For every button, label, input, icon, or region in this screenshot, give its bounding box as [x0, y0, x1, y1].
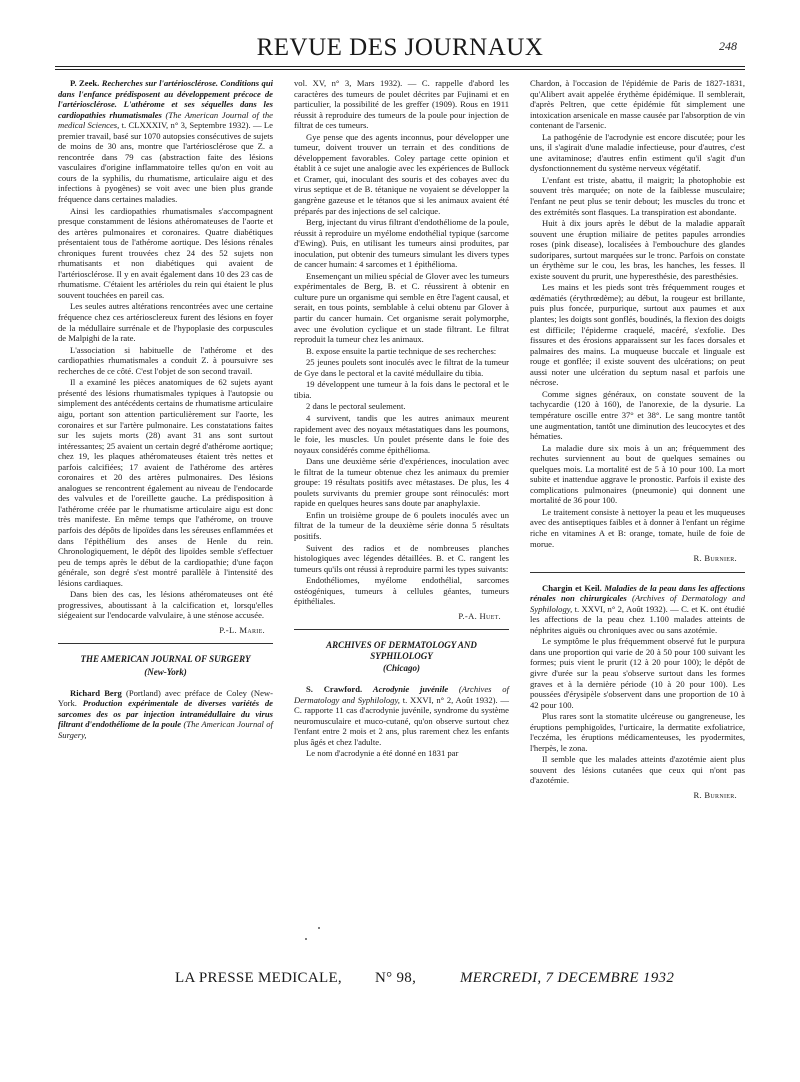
signature: R. Burnier. [693, 790, 737, 800]
paragraph: Il a examiné les pièces anatomiques de 62 sujets ayant présenté des lésions rhumatismales typiques à l'autopsie ou simplement des antécédents certains de rhumatisme articulaire aigu, portant son attention particulièrement sur l'aorte, les coronaires et sur l'artère pulmonaire. Les constatations faites sur les sujets morts (28) avant 31 ans sont surtout intéressantes; 25 avaient un certain degré d'athérome aortique; chez 19, les plaques athéromateuses étaient très nettes et parfois calcifiées; 17 avaient de l'athérome des artères coronaires et 20 des artères pulmonaires. Des lésions analogues se rencontrent également au niveau de l'endocarde des valvules et de l'oreillette gauche. La prédisposition à l'athérome créée par le rhumatisme articulaire aigu est donc très manifeste. En même temps que l'athérome, on trouve parfois des dépôts de lipoïdes dans les séreuses enflammées et dans l'épithélium des anses de Henle du rein. Chronologiquement, le dépôt des lipoïdes semble s'effectuer peu de temps après le début de la cardiopathie; d'une façon générale, son degré s'est montré parallèle à l'intensité des lésions cardiaques. [58, 377, 273, 588]
paragraph: Huit à dix jours après le début de la maladie apparaît souvent une éruption miliaire de petites papules arrondies roses (pink disease), localisées à l'embouchure des glandes sudoripares, surtout marquées sur le tronc. Parfois on constate un érythème sur le cou, les bras, les hanches, les fesses. Il existe souvent du prurit, une hyperesthésie, des paresthésies. [530, 218, 745, 281]
paragraph: Enfin un troisième groupe de 6 poulets inoculés avec un filtrat de la tumeur de la deuxième série donna 5 résultats positifs. [294, 509, 509, 541]
paragraph: vol. XV, n° 3, Mars 1932). — C. rappelle d'abord les caractères des tumeurs de poulet décrites par Fujinami et en particulier, la possibilité de les greffer (1909). Rous en 1911 réussit à reproduire des tumeurs de la poule pour injection de filtrat de ces tumeurs. [294, 78, 509, 131]
abstract-zeek [58, 78, 273, 205]
paragraph: L'enfant est triste, abattu, il maigrit; la photophobie est souvent très marquée; on note de la faiblesse musculaire; l'enfant ne peut plus se tenir debout; les muscles du tronc et des extrémités sont flasques. La transpiration est abondante. [530, 174, 745, 217]
page-header [55, 34, 745, 66]
paragraph: Les mains et les pieds sont très fréquemment rouges et œdématiés (érythrœdème); au début, la rougeur est brillante, puis plus foncée, purpurique, surtout aux paumes et aux plantes; les doigts sont gonflés, boudinés, la flexion des doigts est difficile; l'épiderme craquelé, macéré, s'exfolie. Des fissures et des érosions apparaissent sur les faces dorsales et palmaires des mains. La muqueuse buccale et linguale est rouge et gonflée; il existe souvent des ulcérations; on peut aussi noter une ulcération du septum nasal et parfois une nécrose. [530, 282, 745, 388]
separator [530, 572, 745, 573]
paragraph: L'association si habituelle de l'athérome et des cardiopathies rhumatismales a conduit Z. à poursuivre ses recherches de ce côté. C'est l'objet de son second travail. [58, 344, 273, 376]
author: Richard Berg [70, 687, 122, 698]
source: (Archives of Dermatology and Syphilology, [294, 683, 509, 705]
paragraph: Dans une deuxième série d'expériences, inoculation avec le filtrat de la tumeur obtenue chez les animaux du premier groupe: 19 résultats positifs avec métastases. De plus, les 4 poulets survivants du premier groupe sont réinoculés: mort rapide en quelques heures sans doute par anaphylaxie. [294, 456, 509, 509]
journal-heading: ARCHIVES OF DERMATOLOGY AND SYPHILOLOGY [326, 640, 477, 661]
scan-speck [305, 938, 307, 940]
running-title: REVUE DES JOURNAUX [256, 34, 544, 61]
paragraph: Berg, injectant du virus filtrant d'endothéliome de la poule, réussit à reproduire un myélome endothélial typique (sarcome d'Ewing). Puis, en utilisant les tumeurs ainsi produites, par inoculation, put obtenir des tumeurs simulant les divers types de cancer humain: 4 sarcomes et 1 épithélioma. [294, 217, 509, 270]
header-rule-thin [55, 69, 745, 70]
separator [294, 629, 509, 630]
paragraph: Plus rares sont la stomatite ulcéreuse ou gangreneuse, les éruptions pemphigoïdes, l'urticaire, la dermatite exfoliatrice, l'eczéma, les éruptions médicamenteuses, les pyodermites, l'herpès, le zona. [530, 711, 745, 753]
abstract-crawford [294, 684, 509, 747]
signature: R. Burnier. [693, 553, 737, 564]
article-title: Recherches sur l'artériosclérose. Conditions qui dans l'enfance prédisposent au développement précoce de l'artériosclérose. L'athérome et ses séquelles dans les cardiopathies rhumatismales [58, 78, 273, 120]
signature: P.-L. Marie. [219, 624, 265, 635]
page-number: 248 [719, 39, 737, 53]
journal-city: (New-York) [144, 666, 187, 677]
paragraph: La maladie dure six mois à un an; fréquemment des rechutes surviennent au bout de quelques semaines ou quelques mois. La mortalité est de 5 à 10 pour 100. La mort subite et inattendue aggrave le pronostic. Parfois il existe des complications pulmonaires (pneumonie) qui donnent une mortalité de 36 pour 100. [530, 442, 745, 506]
page-footer [55, 970, 745, 992]
source: (The American Journal of Surgery, [58, 719, 273, 740]
paragraph: Gye pense que des agents inconnus, pour développer une tumeur, doivent trouver un terrain et des conditions de développement favorables. Coley partage cette opinion et établit à ce sujet une analogie avec les expériences de Bullock et Cramer, qui, inoculant des souris et des cobayes avec du virus septique et de B. tétanique ne voyaient se développer la gangrène gazeuse et le tétanos que si les animaux avaient été préparés par des injections de sel calcique. [294, 131, 509, 216]
paragraph: Comme signes généraux, on constate souvent de la tachycardie (120 à 160), de l'anorexie, de la dysurie. La température oscille entre 37° et 38°. Le sang montre tantôt une augmentation, tantôt une diminution des leucocytes et des hématies. [530, 388, 745, 442]
abstract-lead: (Portland) avec préface de Coley (New-York. [58, 687, 273, 709]
paragraph: Suivent des radios et de nombreuses planches histologiques avec légendes détaillées. B. et C. rangent les tumeurs qu'ils ont réussi à reproduire parmi les types suivants: [294, 542, 509, 574]
paragraph: La pathogénie de l'acrodynie est encore discutée; pour les uns, il s'agirait d'une maladie infectieuse, pour d'autres, c'est une avitaminose; d'autres enfin estiment qu'il s'agit d'un dysfonctionnement du système nerveux végétatif. [530, 131, 745, 174]
paragraph: Le traitement consiste à nettoyer la peau et les muqueuses avec des antiseptiques faibles et à donner à l'enfant un régime riche en vitamines A et B: orange, tomate, huile de foie de morue. [530, 506, 745, 549]
paragraph: Dans bien des cas, les lésions athéromateuses ont été progressives, aboutissant à la calcification et, lorsqu'elles siégeaient sur l'endocarde valvulaire, à une sténose accusée. [58, 589, 273, 621]
paragraph: Le nom d'acrodynie a été donné en 1831 par [306, 748, 459, 759]
paragraph: 19 développent une tumeur à la fois dans le pectoral et le tibia. [294, 379, 509, 400]
paragraph: Endothéliomes, myélome endothélial, sarcomes ostéogéniques, tumeurs à cellules géantes, tumeurs épithéliales. [294, 575, 509, 607]
journal-city: (Chicago) [383, 663, 420, 674]
paragraph: 25 jeunes poulets sont inoculés avec le filtrat de la tumeur de Gye dans le pectoral et la cavité médullaire du tibia. [294, 357, 509, 378]
footer-date: MERCREDI, 7 DECEMBRE 1932 [460, 970, 675, 986]
paragraph: Les seules autres altérations rencontrées avec une certaine fréquence chez ces artériosclereux furent des lésions en foyer de la médullaire surrénale et de l'hypoplasie des corpuscules de Malpighi de la rate. [58, 301, 273, 344]
paragraph: Il semble que les malades atteints d'azotémie aient plus souvent des lésions cutanées que ceux qui n'ont pas d'azotémie. [530, 754, 745, 786]
footer-journal: LA PRESSE MEDICALE, [175, 970, 342, 986]
abstract-text: t. XXVI, n° 2, Août 1932). — C. et K. ont étudié les affections de la peau chez 1.100 malades atteints de néphrites aiguës ou chroniques avec ou sans azotémie. [530, 603, 745, 635]
column-1 [58, 78, 273, 741]
author: P. Zeek. [70, 78, 100, 88]
footer-issue: N° 98, [375, 970, 417, 986]
paragraph: Le symptôme le plus fréquemment observé fut le purpura dans une proportion qui varie de 20 à 50 pour 100 suivant les formes; puis vient le prurit (12 à 20 pour 100); le dépôt de givre d'urée sur la peau s'observe surtout dans les formes graves et à la dernière période (10 à 20 pour 100). Les poussées d'érysipèle s'observent dans une proportion de 10 à 42 pour 100. [530, 636, 745, 710]
abstract-berg [58, 688, 273, 741]
header-rule [55, 66, 745, 67]
source: (The American Journal of the medical Sciences, [58, 109, 273, 131]
article-title: Production expérimentale de diverses variétés de sarcomes des os par injection intramédullaire du virus filtrant d'endothéliome de la poule [58, 698, 273, 730]
separator [58, 643, 273, 644]
article-title: Acrodynie juvénile [372, 683, 449, 694]
column-2 [294, 78, 509, 760]
paragraph: B. expose ensuite la partie technique de ses recherches: [306, 345, 497, 356]
author: Chargin et Keil. [542, 582, 602, 593]
column-3 [530, 78, 745, 807]
abstract-text: t. CLXXXIV, n° 3, Septembre 1932). — Le premier travail, basé sur 1070 autopsies consécutives de sujets de moins de 30 ans, montre que l'artériosclérose que Z. a rencontrée dans 79 cas (abstraction faite des lésions vasculaires d'origine inflammatoire telles qu'on en voit au cours de la syphilis, du rhumatisme, articulaire aigu et des infections à pyogènes) se voit avec une bien plus grande fréquence dans certaines maladies. [58, 120, 273, 205]
abstract-chargin-keil [530, 583, 745, 636]
source: (Archives of Dermatology and Syphilology, [530, 593, 745, 614]
paragraph: 4 survivent, tandis que les autres animaux meurent rapidement avec des noyaux métastatiques dans les poumons, le foie, les muscles. Un poulet présente dans le foie des noyaux considérés comme épithélioma. [294, 412, 509, 455]
paragraph: Chardon, à l'occasion de l'épidémie de Paris de 1827-1831, qu'Alibert avait appelée érythème épidémique. Il semblerait, d'après Peltren, que cette épidémie fût simplement une intoxication arsenicale en masse causée par l'absorption de vin contenant de l'arsenic. [530, 78, 745, 131]
paragraph: Ainsi les cardiopathies rhumatismales s'accompagnent presque constamment de lésions athéromateuses de l'aorte et des artères pulmonaires et coronaires. Quatre diabétiques présentaient tous de l'athérome aortique. Des lésions rénales chroniques furent trouvées chez 24 des 52 sujets non rhumatisants et non diabétiques qui avaient de l'artériosclérose. Il y en avait également dans 10 des 23 cas de rhumatisme. C'étaient les artérioles du rein qui étaient le plus souvent touchées en pareil cas. [58, 205, 273, 300]
signature: P.-A. Huet. [458, 610, 501, 621]
author: S. Crawford. [306, 683, 363, 694]
abstract-text: t. XXVI, n° 2, Août 1932). — C. rapporte 11 cas d'acrodynie juvénile, syndrome du système neuromusculaire et muco-cutané, qu'on observe surtout chez l'enfant entre 2 mois et 2 ans, plus rarement chez les enfants plus âgés et chez l'adulte. [294, 694, 509, 747]
article-title: Maladies de la peau dans les affections rénales non chirurgicales [530, 582, 745, 604]
paragraph: 2 dans le pectoral seulement. [306, 401, 406, 412]
journal-heading: THE AMERICAN JOURNAL OF SURGERY [80, 654, 251, 665]
scan-speck [318, 927, 320, 929]
paragraph: Ensemençant un milieu spécial de Glover avec les tumeurs expérimentales de Berg, B. et C. réussirent à obtenir en culture pure un organisme qui semble en être l'agent causal, et serait, en tous points, semblable à celui obtenu par Glover à partir du cancer humain. Cet organisme serait polymorphe, avec une évolution cyclique et un stade filtrant. Le filtrat reproduit la tumeur chez les animaux. [294, 270, 509, 345]
